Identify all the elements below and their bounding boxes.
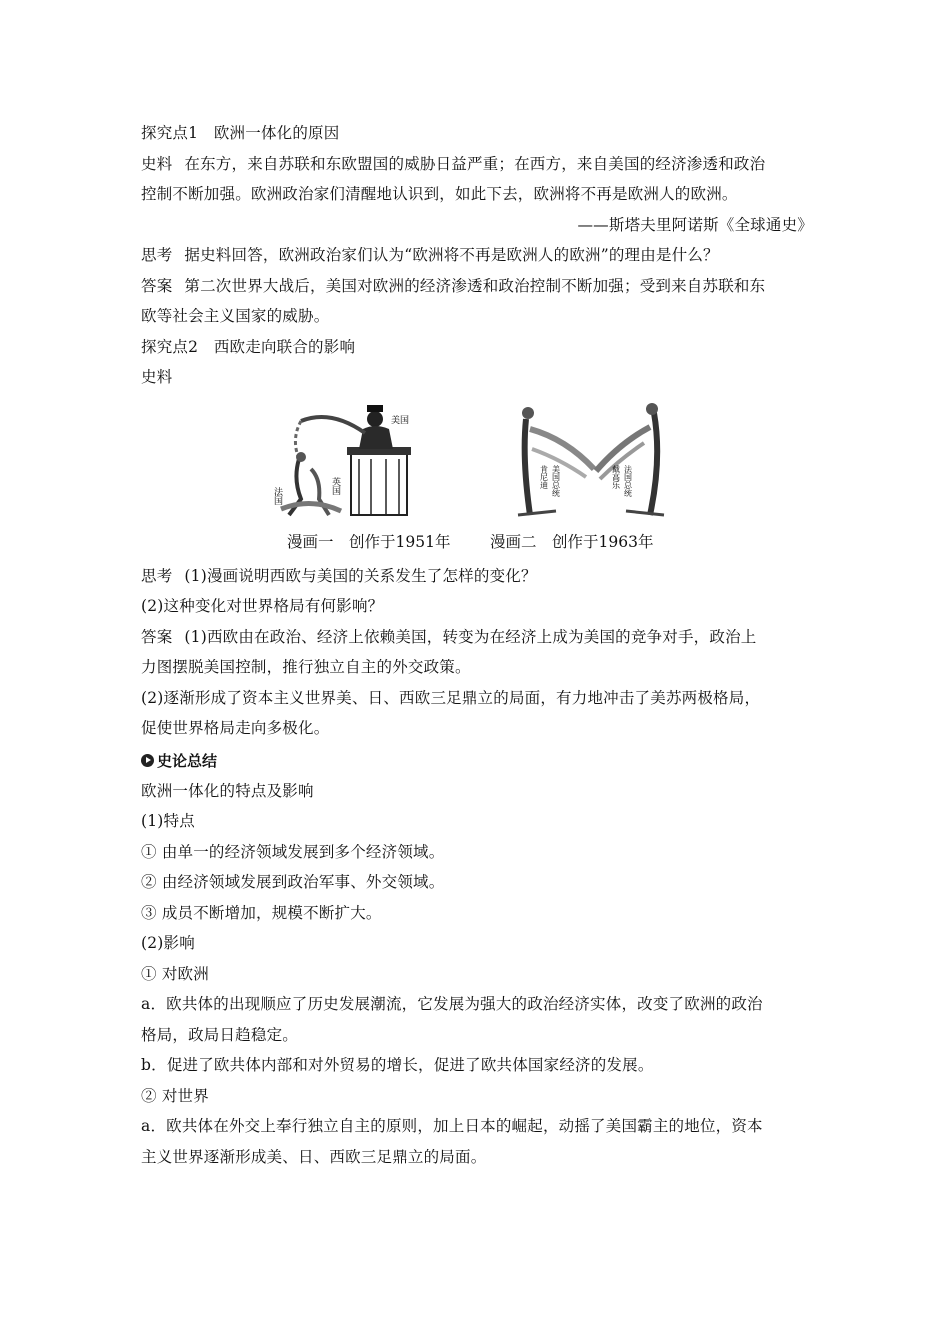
cartoon-one-caption: 漫画一 创作于1951年	[287, 532, 451, 551]
cartoon2-label-us-president: 美国总统	[551, 464, 561, 497]
source1-label: 史料	[141, 154, 173, 173]
question2-text-1: (1)漫画说明西欧与美国的关系发生了怎样的变化？	[184, 566, 537, 585]
cartoon2-label-de-gaulle: 戴高乐	[611, 464, 621, 489]
cartoon1-label-france: 法国	[272, 486, 282, 505]
summary-topic: 欧洲一体化的特点及影响	[141, 781, 314, 800]
answer1-line1	[141, 271, 813, 302]
answer1-text-1: 第二次世界大战后，美国对欧洲的经济渗透和政治控制不断加强；受到来自苏联和东	[184, 276, 766, 295]
source2-label: 史料	[141, 368, 173, 386]
section1-heading: 探究点1 欧洲一体化的原因	[141, 124, 340, 142]
europe-a-line2: 格局，政局日趋稳定。	[141, 1025, 299, 1044]
world-a-line2: 主义世界逐渐形成美、日、西欧三足鼎立的局面。	[141, 1147, 487, 1166]
source1-text-1: 在东方，来自苏联和东欧盟国的威胁日益严重；在西方，来自美国的经济渗透和政治	[184, 154, 766, 173]
question1-line	[141, 240, 813, 271]
question1-text: 据史料回答，欧洲政治家们认为“欧洲将不再是欧洲人的欧洲”的理由是什么？	[184, 246, 719, 264]
answer2-line1	[141, 622, 813, 653]
section2-heading: 探究点2 西欧走向联合的影响	[141, 337, 356, 356]
cartoon-two-caption: 漫画二 创作于1963年	[490, 532, 654, 551]
europe-label: ① 对欧洲	[141, 964, 209, 983]
europe-b: b．促进了欧共体内部和对外贸易的增长，促进了欧共体国家经济的发展。	[141, 1056, 654, 1074]
europe-a-line1: a．欧共体的出现顺应了历史发展潮流，它发展为强大的政治经济实体，改变了欧洲的政治	[141, 995, 763, 1013]
summary-title: 史论总结	[157, 751, 218, 770]
play-circle-icon	[141, 754, 154, 767]
cartoon-one-image	[271, 399, 421, 517]
cartoon1-label-uk: 英国	[330, 476, 340, 495]
cartoon2-label-kennedy: 肯尼迪	[539, 464, 549, 489]
feature-3: ③ 成员不断增加，规模不断扩大。	[141, 903, 382, 922]
cartoon-two-image	[516, 399, 666, 517]
world-label: ② 对世界	[141, 1086, 209, 1105]
source1-line1	[141, 149, 813, 180]
world-a-line1: a．欧共体在外交上奉行独立自主的原则，加上日本的崛起，动摇了美国霸主的地位，资本	[141, 1117, 763, 1135]
question2-label: 思考	[141, 566, 173, 585]
source1-citation: ——斯塔夫里阿诺斯《全球通史》	[577, 215, 813, 234]
answer2-text-3: (2)逐渐形成了资本主义世界美、日、西欧三足鼎立的局面，有力地冲击了美苏两极格局，	[141, 688, 761, 707]
answer2-text-1: (1)西欧由在政治、经济上依赖美国，转变为在经济上成为美国的竞争对手，政治上	[184, 627, 757, 646]
source1-text-2: 控制不断加强。欧洲政治家们清醒地认识到，如此下去，欧洲将不再是欧洲人的欧洲。	[141, 185, 738, 203]
impact-label: (2)影响	[141, 934, 195, 952]
features-label: (1)特点	[141, 812, 195, 830]
answer1-text-2: 欧等社会主义国家的威胁。	[141, 307, 330, 325]
answer1-label: 答案	[141, 276, 173, 295]
cartoon-captions	[141, 527, 813, 561]
answer2-text-2: 力图摆脱美国控制，推行独立自主的外交政策。	[141, 658, 471, 676]
answer2-text-4: 促使世界格局走向多极化。	[141, 719, 330, 737]
question1-label: 思考	[141, 246, 173, 264]
feature-2: ② 由经济领域发展到政治军事、外交领域。	[141, 873, 445, 891]
question2-text-2: (2)这种变化对世界格局有何影响？	[141, 597, 384, 615]
feature-1: ① 由单一的经济领域发展到多个经济领域。	[141, 842, 445, 861]
page-content	[141, 118, 813, 1172]
cartoon1-label-us: 美国	[391, 415, 410, 426]
cartoon2-label-french-president: 法国总统	[623, 464, 633, 497]
summary-heading	[141, 746, 813, 776]
question2-line1	[141, 561, 813, 592]
cartoon-figures	[141, 399, 813, 527]
answer2-label: 答案	[141, 627, 173, 646]
